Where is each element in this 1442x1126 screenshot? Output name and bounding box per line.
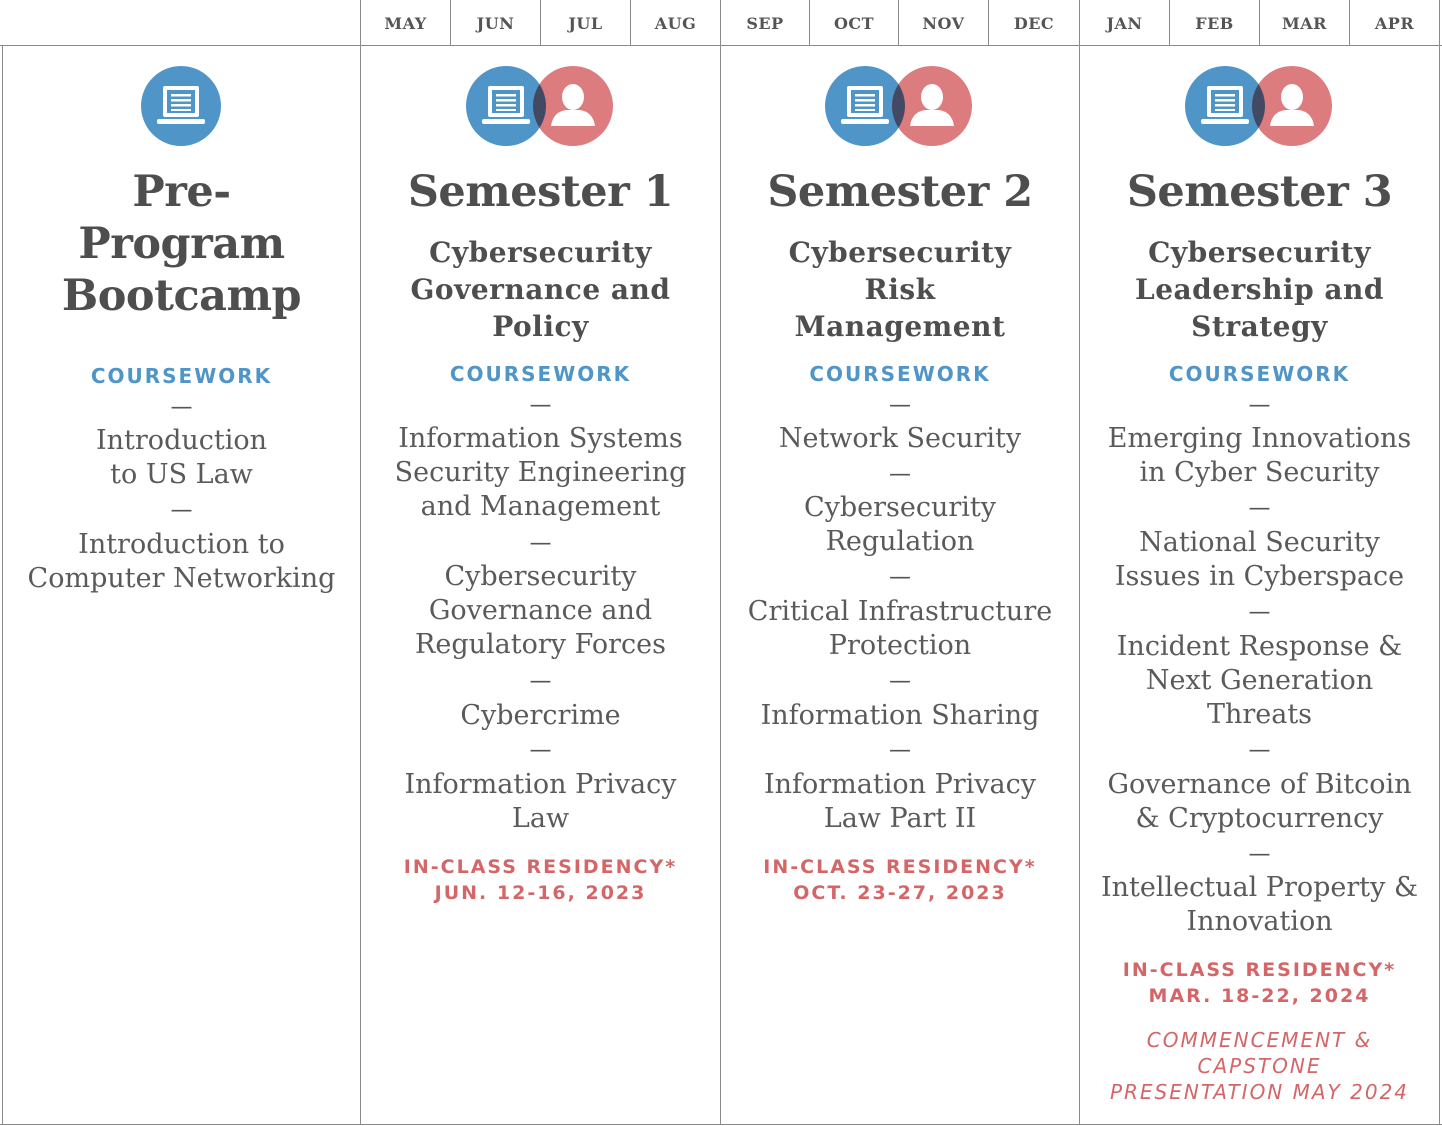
course-item: Cybercrime: [460, 700, 621, 731]
month-label: APR: [1374, 13, 1415, 33]
course-item: Critical Infrastructure Protection: [747, 596, 1053, 661]
separator-dash: —: [889, 393, 911, 418]
month-label: JUN: [476, 13, 515, 33]
course-item: Network Security: [778, 423, 1022, 454]
column-title: Semester 3: [1126, 167, 1393, 217]
icon-group: [3, 66, 360, 146]
laptop-icon: [141, 66, 221, 146]
coursework-label: COURSEWORK: [1168, 362, 1351, 386]
separator-dash: —: [529, 393, 552, 418]
column-title: Semester 2: [767, 167, 1033, 217]
separator-dash: —: [1248, 393, 1271, 418]
course-item: Governance of Bitcoin & Cryptocurrency: [1107, 769, 1412, 834]
course-item: Cybersecurity Regulation: [803, 492, 997, 557]
column-title: Semester 1: [407, 167, 674, 217]
course-item: Intellectual Property & Innovation: [1100, 872, 1419, 937]
month-label: DEC: [1013, 13, 1055, 33]
separator-dash: —: [889, 462, 911, 487]
person-icon: [533, 66, 613, 146]
course-item: Incident Response & Next Generation Threats: [1116, 631, 1403, 730]
separator-dash: —: [170, 395, 193, 420]
residency-note: IN-CLASS RESIDENCY* JUN. 12-16, 2023: [403, 856, 678, 904]
column-semester-1: [361, 47, 720, 1124]
separator-dash: —: [529, 669, 552, 694]
month-label: JAN: [1106, 13, 1143, 33]
separator-dash: —: [889, 669, 911, 694]
separator-dash: —: [529, 738, 552, 763]
month-label: MAY: [384, 13, 427, 33]
course-item: Introduction to Computer Networking: [27, 529, 336, 594]
month-label: MAR: [1282, 13, 1327, 33]
coursework-label: COURSEWORK: [449, 362, 632, 386]
icon-group: [361, 66, 720, 146]
course-item: Information Privacy Law Part II: [763, 769, 1037, 834]
residency-note: IN-CLASS RESIDENCY* MAR. 18-22, 2024: [1122, 959, 1397, 1007]
icon-group: [721, 66, 1079, 146]
commencement-note: COMMENCEMENT & CAPSTONE PRESENTATION MAY 2024: [1109, 1028, 1410, 1104]
column-subtitle: Cybersecurity Governance and Policy: [410, 236, 671, 343]
separator-dash: —: [889, 565, 911, 590]
separator-dash: —: [1248, 842, 1271, 867]
column-semester-3: [1080, 47, 1439, 1124]
separator-dash: —: [529, 531, 552, 556]
person-icon: [1252, 66, 1332, 146]
separator-dash: —: [1248, 738, 1271, 763]
month-label: JUL: [568, 13, 603, 33]
column-subtitle: Cybersecurity Risk Management: [788, 236, 1012, 343]
bottom-border: [0, 1124, 1442, 1125]
month-label: OCT: [833, 13, 875, 33]
month-label: FEB: [1195, 13, 1234, 33]
course-item: Information Systems Security Engineering and Management: [394, 423, 687, 522]
separator-dash: —: [170, 498, 193, 523]
separator-dash: —: [1248, 600, 1271, 625]
month-label: AUG: [654, 13, 697, 33]
icon-group: [1080, 66, 1439, 146]
month-label: SEP: [746, 13, 784, 33]
column-title: Pre- Program Bootcamp: [61, 167, 302, 321]
course-item: National Security Issues in Cyberspace: [1114, 527, 1405, 592]
column-subtitle: Cybersecurity Leadership and Strategy: [1135, 236, 1384, 343]
coursework-label: COURSEWORK: [90, 364, 273, 388]
column-semester-2: [721, 47, 1079, 1124]
course-item: Information Sharing: [760, 700, 1040, 731]
separator-dash: —: [1248, 496, 1271, 521]
course-item: Emerging Innovations in Cyber Security: [1107, 423, 1412, 488]
course-item: Information Privacy Law: [404, 769, 677, 834]
right-border: [1439, 0, 1440, 1125]
month-label: NOV: [922, 13, 965, 33]
coursework-label: COURSEWORK: [809, 362, 991, 386]
course-item: Introduction to US Law: [96, 425, 267, 490]
separator-dash: —: [889, 738, 911, 763]
course-item: Cybersecurity Governance and Regulatory Forces: [415, 561, 666, 660]
column-bootcamp: [3, 47, 360, 1124]
residency-note: IN-CLASS RESIDENCY* OCT. 23-27, 2023: [763, 856, 1037, 904]
person-icon: [892, 66, 972, 146]
